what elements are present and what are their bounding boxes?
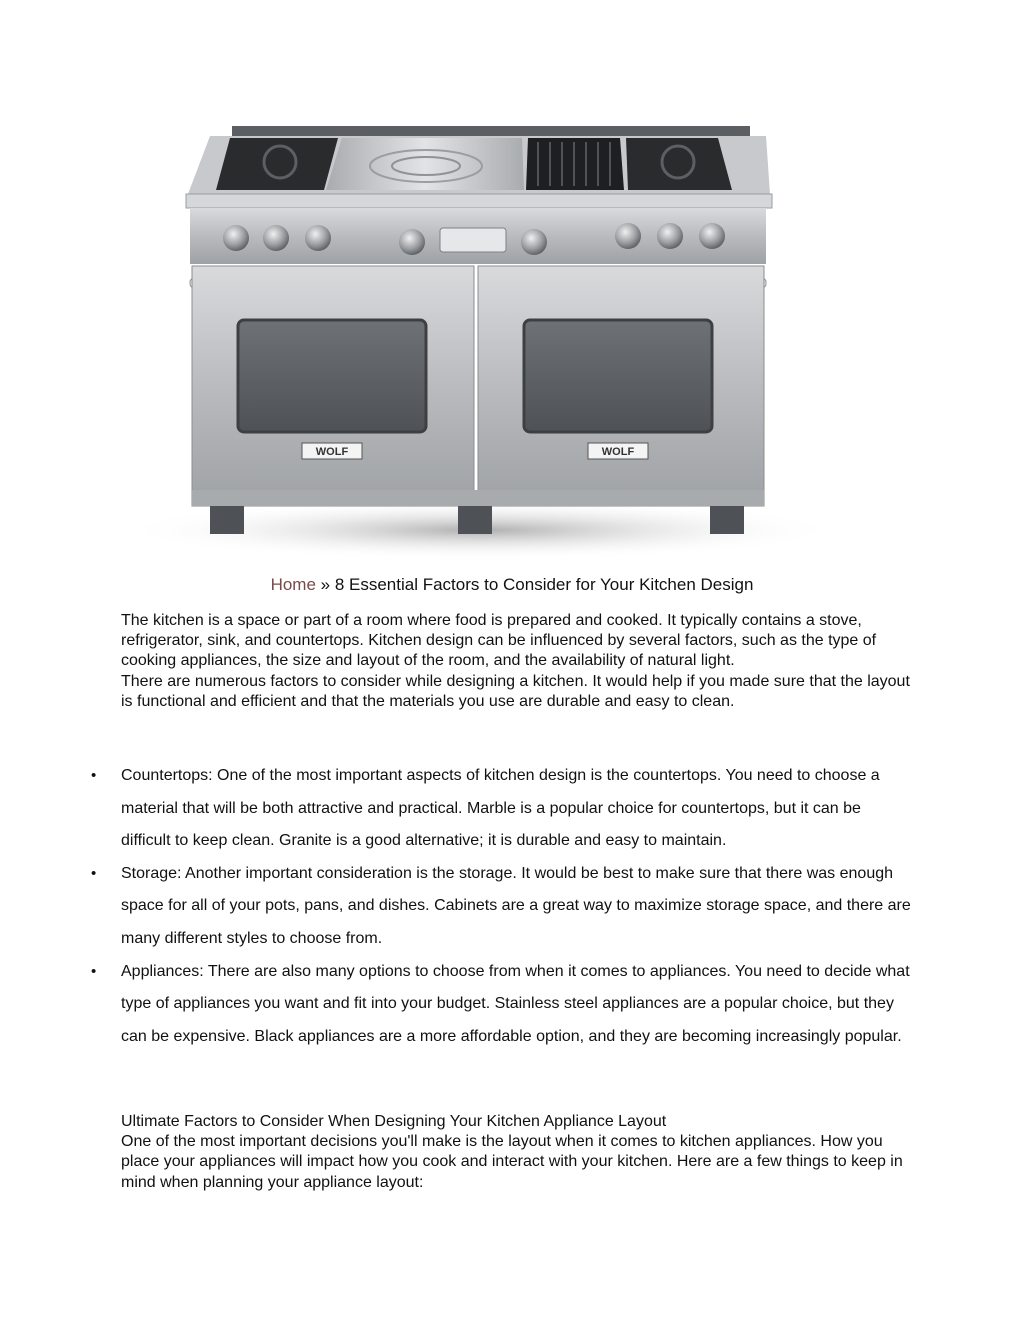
section-heading: Ultimate Factors to Consider When Designing Your Kitchen Appliance Layout [121, 1113, 667, 1130]
breadcrumb-home-link[interactable]: Home [270, 575, 316, 594]
outro-section [121, 1112, 911, 1193]
breadcrumb-separator: » [315, 575, 335, 594]
bullet-icon: • [91, 962, 97, 980]
oven-window-right [524, 320, 712, 432]
kick-plate [192, 490, 764, 506]
breadcrumb [0, 574, 1024, 596]
display-panel [440, 228, 506, 252]
foot-right [710, 506, 744, 534]
foot-center [458, 506, 492, 534]
brand-badge-left: WOLF [315, 446, 349, 458]
brand-badge-right: WOLF [601, 446, 635, 458]
range-image [110, 110, 850, 562]
bullet-icon: • [91, 767, 97, 784]
intro-paragraph-2: There are numerous factors to consider while designing a kitchen. It would help if you made sure that the layout is functional and efficient and that the materials you use are durable and easy to clean. [121, 672, 910, 710]
breadcrumb-current: 8 Essential Factors to Consider for Your Kitchen Design [334, 575, 754, 594]
factors-list [91, 760, 911, 1053]
list-item [91, 760, 911, 858]
list-item-text: Countertops: One of the most important aspects of kitchen design is the countertops. You need to choose a material that will be both attractive and practical. Marble is a popular choice for countertops, but it can be difficult to keep clean. Granite is a good alternative; it is durable and easy to maintain. [121, 767, 880, 850]
list-item-text: Appliances: There are also many options to choose from when it comes to appliances. You need to decide what type of appliances you want and fit into your budget. Stainless steel appliances are a popular choice, but they can be expensive. Black appliances are a more affordable option, and they are becoming increasingly popular. [121, 962, 910, 1045]
oven-window-left [238, 320, 426, 432]
list-item [91, 858, 911, 956]
list-item-text: Storage: Another important consideration is the storage. It would be best to make sure that there was enough space for all of your pots, pans, and dishes. Cabinets are a great way to maximize storage space, and there are many different styles to choose from. [121, 864, 911, 947]
intro-paragraph-1: The kitchen is a space or part of a room where food is prepared and cooked. It typically contains a stove, refrigerator, sink, and countertops. Kitchen design can be influenced by several factors, such as the type of cooking appliances, the size and layout of the room, and the availability of natural light. [121, 612, 877, 670]
foot-left [210, 506, 244, 534]
intro-section [121, 611, 911, 712]
bullet-icon: • [91, 864, 97, 882]
outro-paragraph: One of the most important decisions you'll make is the layout when it comes to kitchen appliances. How you place your appliances will impact how you cook and interact with your kitchen. Here are a few things to keep in mind when planning your appliance layout: [121, 1133, 903, 1191]
list-item [91, 956, 911, 1054]
